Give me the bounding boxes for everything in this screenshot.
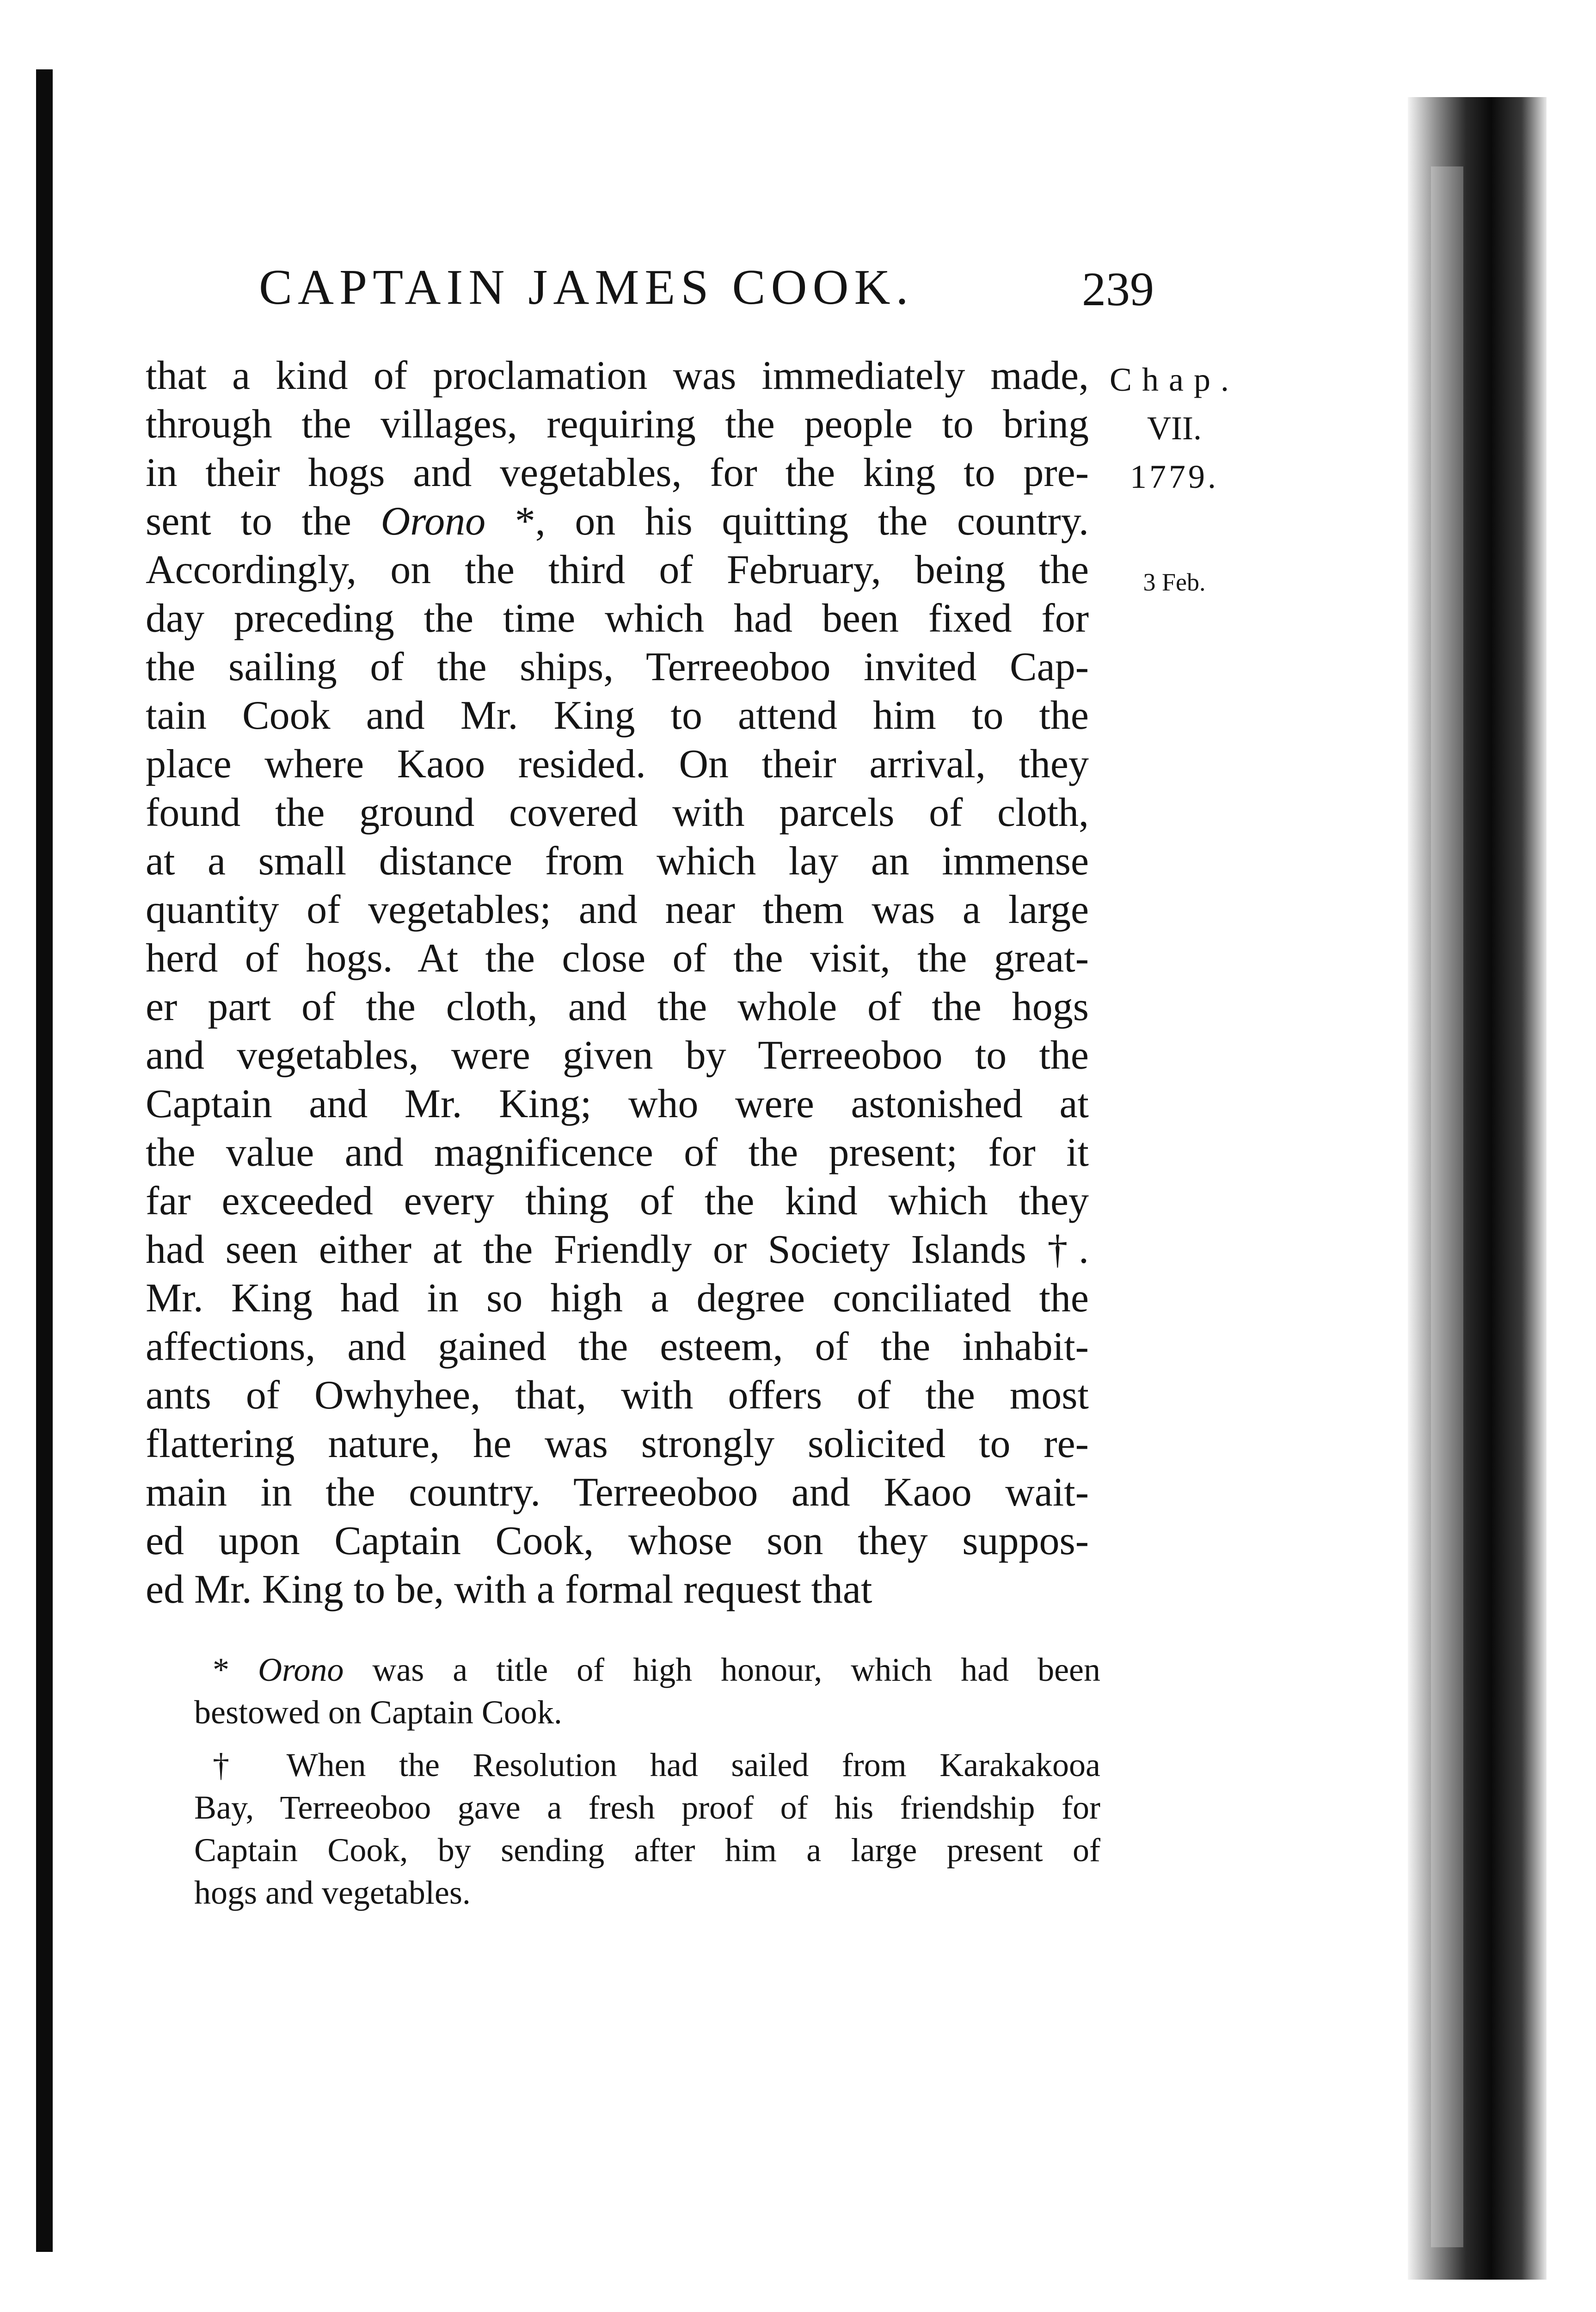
margin-notes — [1100, 361, 1248, 638]
body-line: that a kind of proclamation was immediately made, — [146, 353, 1089, 398]
running-title: CAPTAIN JAMES COOK. — [259, 260, 914, 315]
right-gutter-highlight — [1431, 166, 1463, 2247]
body-line: ed Mr. King to be, with a formal request that — [146, 1567, 872, 1612]
body-line: affections, and gained the esteem, of the inhabit- — [146, 1324, 1089, 1369]
footnote-spacer — [194, 1734, 1100, 1744]
footnote-orono-line-1-rest: was a title of high honour, which had been — [372, 1651, 1100, 1688]
body-line: the value and magnificence of the present; for it — [146, 1130, 1089, 1175]
margin-year: 1779. — [1130, 458, 1219, 495]
footnote-resolution-line-3: Captain Cook, by sending after him a large present of — [194, 1832, 1100, 1869]
body-line: ed upon Captain Cook, whose son they suppos- — [146, 1519, 1089, 1563]
body-line: Mr. King had in so high a degree conciliated the — [146, 1276, 1089, 1321]
body-line: quantity of vegetables; and near them was a large — [146, 887, 1089, 932]
body-line: in their hogs and vegetables, for the king to pre- — [146, 450, 1089, 495]
body-line: far exceeded every thing of the kind which they — [146, 1179, 1089, 1224]
body-line: place where Kaoo resided. On their arrival, they — [146, 742, 1089, 787]
body-line: ants of Owhyhee, that, with offers of the most — [146, 1373, 1089, 1418]
body-line: Captain and Mr. King; who were astonished at — [146, 1082, 1089, 1126]
footnote-orono-marker: * — [213, 1651, 229, 1688]
body-line: flattering nature, he was strongly solicited to re- — [146, 1421, 1089, 1466]
left-gutter-shadow — [36, 69, 53, 2252]
body-line: found the ground covered with parcels of cloth, — [146, 790, 1089, 835]
body-line: day preceding the time which had been fixed for — [146, 596, 1089, 641]
body-italic-term: Orono — [381, 499, 486, 544]
body-line: sent to the Orono *, on his quitting the country. — [146, 499, 1089, 544]
body-line: Accordingly, on the third of February, being the — [146, 547, 1089, 592]
body-line: er part of the cloth, and the whole of the hogs — [146, 984, 1089, 1029]
body-text — [146, 351, 1089, 1628]
right-gutter-shadow — [1408, 97, 1547, 2280]
footnote-orono-italic-term: Orono — [258, 1651, 344, 1688]
body-line: herd of hogs. At the close of the visit, the great- — [146, 936, 1089, 981]
margin-chapter-label: Chap. — [1110, 361, 1239, 398]
footnote-resolution-line-2: Bay, Terreeoboo gave a fresh proof of his friendship for — [194, 1789, 1100, 1826]
footnote-resolution-line-4: hogs and vegetables. — [194, 1874, 471, 1911]
page-number: 239 — [1082, 263, 1154, 316]
body-line: through the villages, requiring the people to bring — [146, 402, 1089, 447]
footnote-resolution-line-1: † When the Resolution had sailed from Karakakooa — [213, 1746, 1100, 1783]
body-line: had seen either at the Friendly or Society Islands †. — [146, 1227, 1089, 1272]
body-line: and vegetables, were given by Terreeoboo to the — [146, 1033, 1089, 1078]
page-header — [259, 259, 1154, 319]
margin-date: 3 Feb. — [1143, 568, 1206, 596]
body-line: at a small distance from which lay an immense — [146, 839, 1089, 884]
body-line: tain Cook and Mr. King to attend him to the — [146, 693, 1089, 738]
body-line: main in the country. Terreeoboo and Kaoo wait- — [146, 1470, 1089, 1515]
body-line: the sailing of the ships, Terreeoboo invited Cap- — [146, 645, 1089, 689]
footnote-orono-line-2: bestowed on Captain Cook. — [194, 1694, 562, 1731]
footnote-orono-line-1 — [194, 1648, 1100, 1691]
footnotes — [194, 1648, 1100, 1926]
margin-chapter-number: VII. — [1147, 410, 1202, 447]
